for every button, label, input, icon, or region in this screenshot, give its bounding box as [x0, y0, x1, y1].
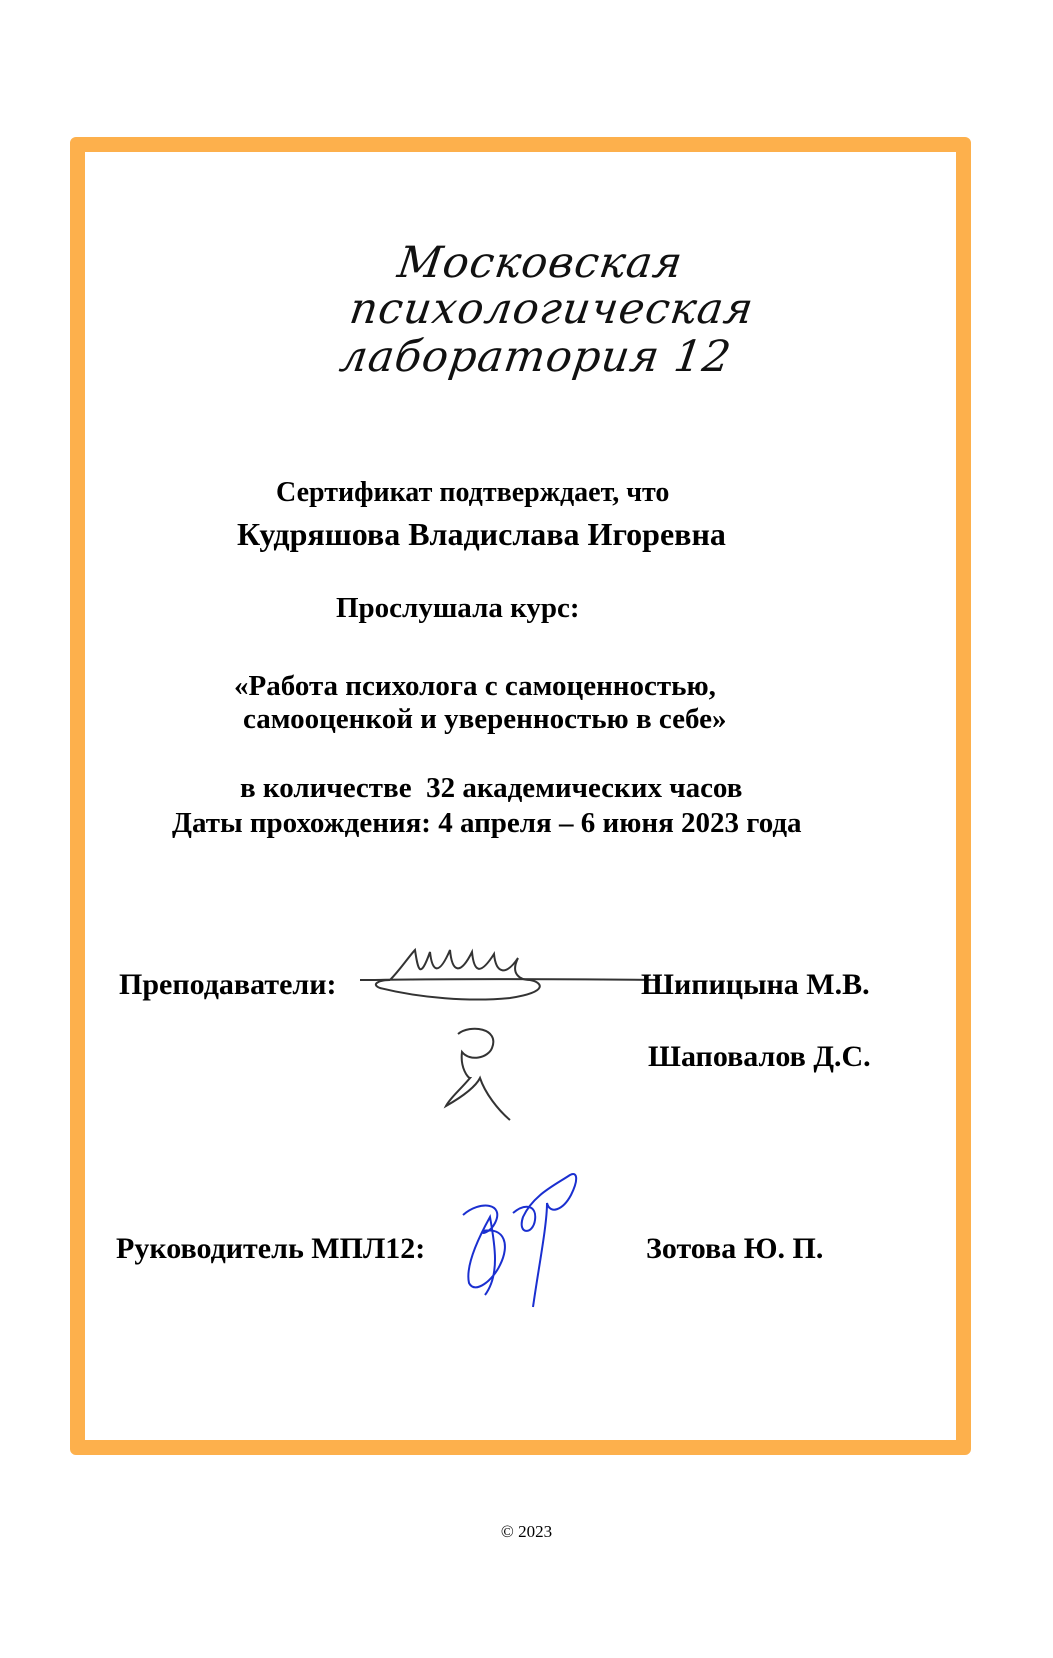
head-label: Руководитель МПЛ12:	[116, 1232, 426, 1265]
copyright: © 2023	[500, 1522, 553, 1541]
certificate-confirms-text: Сертификат подтверждает, что	[276, 477, 670, 508]
logo-line-2: психологическая	[346, 284, 757, 334]
completed-course-label: Прослушала курс:	[336, 592, 580, 624]
logo-line-3: лаборатория 12	[336, 332, 735, 382]
head-signature	[455, 1165, 595, 1315]
teacher2-signature	[440, 1018, 520, 1128]
head-name: Зотова Ю. П.	[646, 1232, 824, 1265]
course-dates: Даты прохождения: 4 апреля – 6 июня 2023 года	[172, 807, 802, 839]
logo-line-1: Московская	[394, 238, 687, 288]
course-hours: в количестве 32 академических часов	[240, 772, 743, 804]
lab-logo	[330, 236, 757, 416]
recipient-name: Кудряшова Владислава Игоревна	[237, 516, 726, 552]
teacher1-signature	[360, 940, 660, 1020]
teacher2-name: Шаповалов Д.С.	[648, 1040, 871, 1073]
course-title-line-2: самооценкой и уверенностью в себе»	[243, 703, 727, 735]
teachers-label: Преподаватели:	[119, 968, 337, 1001]
teacher1-name: Шипицына М.В.	[641, 968, 870, 1001]
course-title-line-1: «Работа психолога с самоценностью,	[234, 670, 716, 702]
